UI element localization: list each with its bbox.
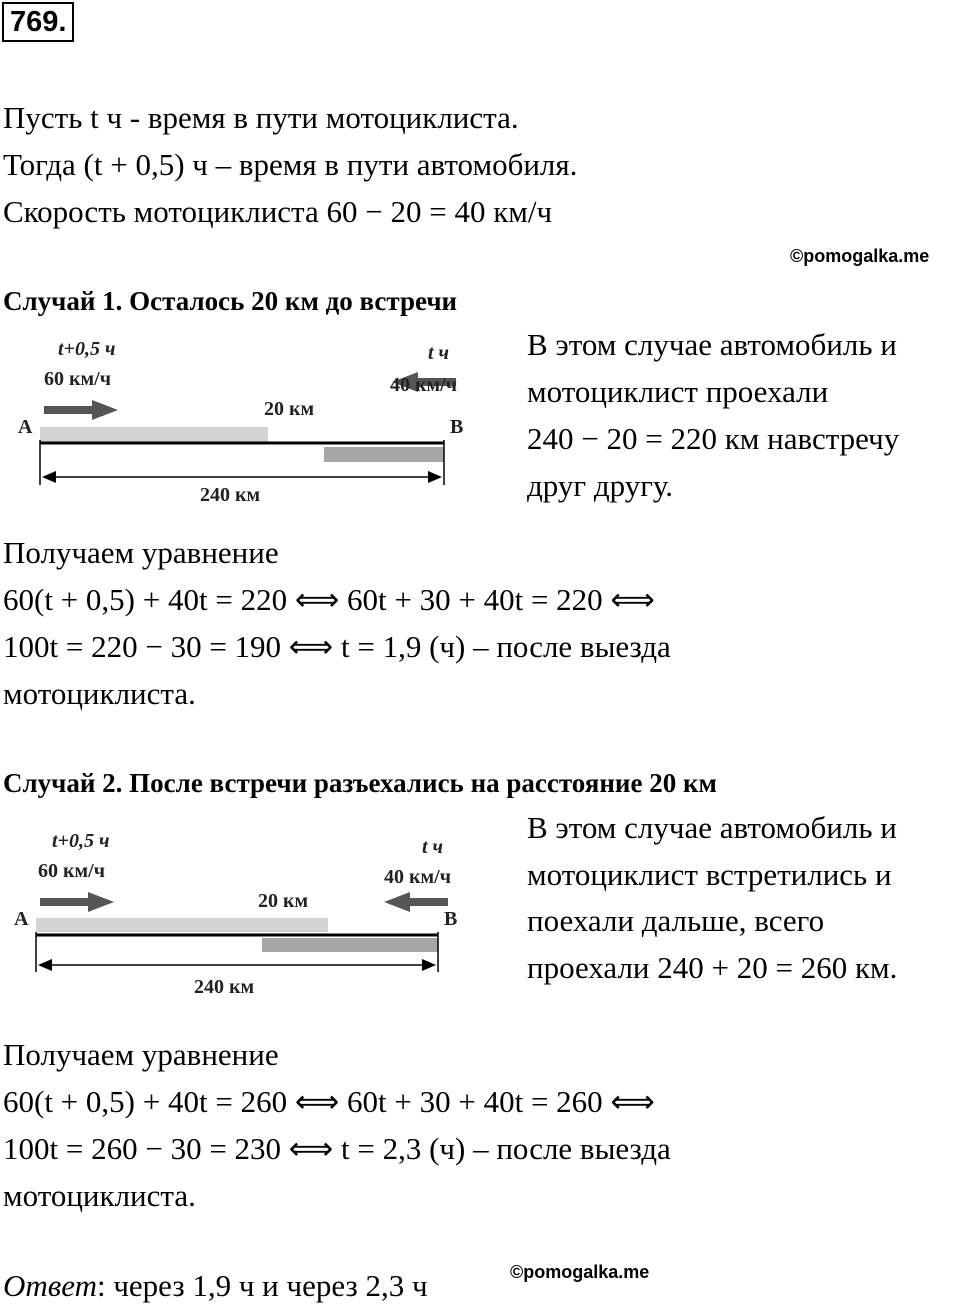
case2-point-b: B xyxy=(444,908,458,930)
case1-left-time: t+0,5 ч xyxy=(58,338,116,360)
car-arrow xyxy=(88,892,114,912)
moto-distance-bar xyxy=(262,938,438,952)
case2-left-speed: 60 км/ч xyxy=(38,860,105,882)
intro-line-2: Тогда (t + 0,5) ч – время в пути автомобиля. xyxy=(3,147,578,182)
intro-line-3: Скорость мотоциклиста 60 − 20 = 40 км/ч xyxy=(3,194,553,229)
case1-eq-2: 100t = 220 − 30 = 190 ⟺ t = 1,9 (ч) – после выезда xyxy=(3,629,671,664)
case1-text-2: мотоциклист проехали xyxy=(527,374,829,409)
case1-right-speed: 40 км/ч xyxy=(390,374,457,396)
answer-text: : через 1,9 ч и через 2,3 ч xyxy=(96,1268,428,1303)
moto-distance-bar xyxy=(324,447,444,462)
case1-point-a: A xyxy=(18,416,33,438)
case1-text-3: 240 − 20 = 220 км навстречу xyxy=(527,421,900,456)
case1-total-label: 240 км xyxy=(200,484,261,506)
watermark-bottom: ©pomogalka.me xyxy=(510,1262,650,1282)
case2-eq-intro: Получаем уравнение xyxy=(3,1037,279,1072)
case2-gap-label: 20 км xyxy=(258,890,309,912)
case2-point-a: A xyxy=(14,908,29,930)
intro-line-1: Пусть t ч - время в пути мотоциклиста. xyxy=(3,100,519,135)
case1-gap-label: 20 км xyxy=(264,398,315,420)
case2-diagram xyxy=(0,822,500,1012)
problem-number: 769. xyxy=(2,2,74,42)
case2-eq-3: мотоциклиста. xyxy=(3,1178,196,1213)
moto-arrow xyxy=(384,892,410,912)
case1-text-1: В этом случае автомобиль и xyxy=(527,327,897,362)
answer-label: Ответ xyxy=(3,1268,97,1303)
case2-right-speed: 40 км/ч xyxy=(384,866,451,888)
case1-eq-1: 60(t + 0,5) + 40t = 220 ⟺ 60t + 30 + 40t = 220 ⟺ xyxy=(3,582,655,617)
case1-diagram xyxy=(0,330,500,520)
case1-eq-3: мотоциклиста. xyxy=(3,676,196,711)
case1-left-speed: 60 км/ч xyxy=(44,368,111,390)
watermark: ©pomogalka.me xyxy=(790,246,930,266)
case2-text-3: поехали дальше, всего xyxy=(527,903,825,938)
answer xyxy=(3,1266,428,1306)
car-distance-bar xyxy=(36,918,328,932)
case2-right-time: t ч xyxy=(422,836,444,858)
case2-left-time: t+0,5 ч xyxy=(52,830,110,852)
case1-heading: Случай 1. Осталось 20 км до встречи xyxy=(3,286,458,316)
case2-text-4: проехали 240 + 20 = 260 км. xyxy=(527,950,898,985)
case2-text-2: мотоциклист встретились и xyxy=(527,857,892,892)
case1-eq-intro: Получаем уравнение xyxy=(3,535,279,570)
case2-heading: Случай 2. После встречи разъехались на расстояние 20 км xyxy=(3,768,717,798)
case1-point-b: B xyxy=(450,416,464,438)
case2-total-label: 240 км xyxy=(194,976,255,998)
case2-text-1: В этом случае автомобиль и xyxy=(527,810,897,845)
case2-eq-1: 60(t + 0,5) + 40t = 260 ⟺ 60t + 30 + 40t = 260 ⟺ xyxy=(3,1084,655,1119)
case1-text-4: друг другу. xyxy=(527,468,674,503)
case1-right-time: t ч xyxy=(428,342,450,364)
case2-eq-2: 100t = 260 − 30 = 230 ⟺ t = 2,3 (ч) – после выезда xyxy=(3,1131,671,1166)
car-distance-bar xyxy=(40,427,268,442)
car-arrow xyxy=(92,400,118,420)
